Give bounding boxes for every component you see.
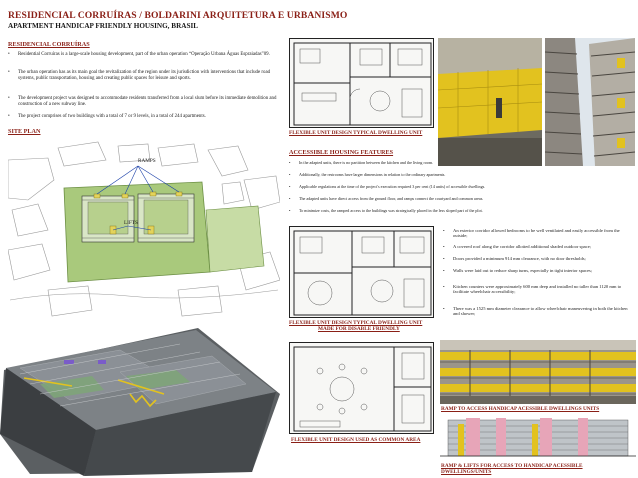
caption-lifts-line-2: DWELLINGS/UNITS [441, 469, 492, 475]
caption-common-area: FLEXIBLE UNIT DESIGN USED AS COMMON AREA [291, 437, 421, 443]
floor-plan-disable-friendly [289, 226, 434, 318]
ramps-label: RAMPS [138, 158, 156, 164]
feature-bullet-2: • A covered roof along the corridor allotted additional shaded outdoor space; [443, 244, 635, 249]
accessible-bullet-2: • Additionally, the restrooms have larger dimensions in relation to the ordinary apartments. [289, 172, 554, 178]
page-subtitle: APARTMENT HANDICAP FRIENDLY HOUSING, BRASIL [8, 22, 199, 30]
caption-lifts-line-1: RAMP & LIFTS FOR ACCESS TO HANDICAP ACESSIBLE [441, 463, 583, 469]
accessible-bullet-5: • To minimize costs, the ramped access to the buildings was strategically placed in the less sloped part of the plot. [289, 208, 554, 214]
caption-disable-line-1: FLEXIBLE UNIT DESIGN TYPICAL DWELLING UNIT [289, 320, 423, 326]
site-plan-drawing [8, 140, 280, 320]
intro-bullet-3: • The development project was designed to accommodate residents transferred from a local slum before its immediate demolition and construction of a new subway line. [8, 96, 280, 107]
caption-typical-unit: FLEXIBLE UNIT DESIGN TYPICAL DWELLING UNIT [289, 130, 423, 136]
caption-disable-line-2: MADE FOR DISABLE FRIENDLY [318, 326, 400, 332]
feature-bullet-5: • Kitchen counters were approximately 600 mm deep and installed no taller than 1120 mm to facilitate wheelchair accessibility; [443, 284, 635, 295]
accessible-bullet-4: • The adapted units have direct access from the ground floor, and ramps connect the courtyard and common areas. [289, 196, 554, 202]
caption-ramp-access: RAMP TO ACCESS HANDICAP ACESSIBLE DWELLINGS UNITS [441, 406, 600, 412]
page-title: RESIDENCIAL CORRUÍRAS / BOLDARINI ARQUITETURA E URBANISMO [8, 10, 348, 21]
accessible-heading: ACCESSIBLE HOUSING FEATURES [289, 149, 394, 156]
elevation-ramp-lifts [440, 414, 636, 460]
floor-plan-typical-unit [289, 38, 434, 128]
accessible-bullet-1: • In the adapted units, there is no partition between the kitchen and the living room. [289, 160, 554, 166]
intro-bullet-1: • Residential Corruíras is a large-scale housing development, part of the urban operation “Operação Urbana Águas Espraiadas”09. [8, 52, 280, 58]
photo-building-facade [545, 38, 635, 166]
feature-bullet-1: • An exterior corridor allowed bedrooms to be well ventilated and easily accessible from the outside; [443, 228, 635, 239]
accessible-bullet-3: • Applicable regulations at the time of the project's execution required 3 per cent (14 units) of accessible dwellings. [289, 184, 554, 190]
intro-bullet-2: • The urban operation has as its main goal the revitalization of the region under its jurisdiction with interventions that include road systems, public transportation, housing and creating public spaces for leisure and sports. [8, 70, 280, 81]
feature-bullet-3: • Doors provided a minimum 914 mm clearance, with no door thresholds; [443, 256, 635, 261]
site-plan-heading: SITE PLAN [8, 128, 41, 135]
section-3d-model [0, 324, 284, 478]
photo-yellow-corridor [438, 38, 542, 166]
floor-plan-common-area [289, 342, 434, 434]
intro-heading: RESIDENCIAL CORRUÍRAS [8, 41, 90, 48]
lifts-label: LIFTS [124, 220, 138, 226]
feature-bullet-6: • There was a 1525 mm diameter clearance to allow wheelchair maneuvering in both the kitchen and shower; [443, 306, 635, 317]
intro-bullet-4: • The project comprises of two buildings with a total of 7 or 9 levels, in a total of 244 apartments. [8, 114, 280, 120]
feature-bullet-4: • Walls were laid out to reduce sharp turns, especially in tight interior spaces; [443, 268, 635, 273]
photo-ramp-access [440, 340, 636, 404]
